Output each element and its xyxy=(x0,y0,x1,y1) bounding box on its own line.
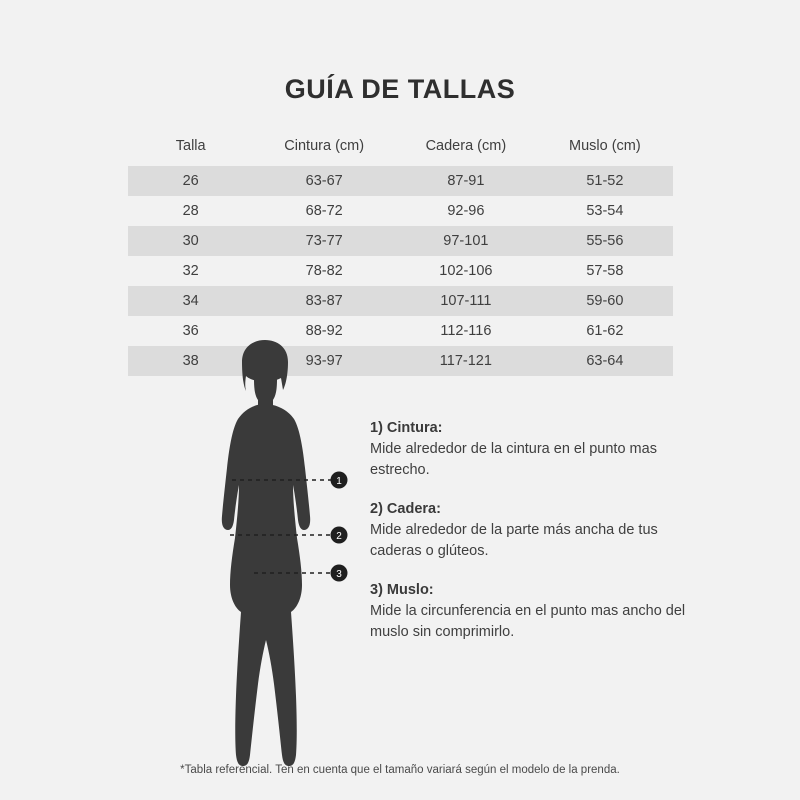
cell-cadera: 117-121 xyxy=(395,346,537,376)
note-muslo-title: 3) Muslo: xyxy=(370,582,434,599)
cell-cadera: 112-116 xyxy=(440,323,492,339)
marker-3 xyxy=(331,565,348,582)
table-row xyxy=(128,226,673,256)
cell-cintura: 63-67 xyxy=(253,166,395,196)
cell-cintura: 73-77 xyxy=(253,226,395,256)
note-cintura xyxy=(370,420,690,481)
cell-muslo: 51-52 xyxy=(537,166,673,196)
cell-muslo: 63-64 xyxy=(537,346,673,376)
cell-cadera: 92-96 xyxy=(447,203,485,219)
cell-cintura: 78-82 xyxy=(305,263,343,279)
cell-cintura: 68-72 xyxy=(305,203,343,219)
table-row xyxy=(128,256,673,286)
cell-talla: 34 xyxy=(128,286,253,316)
table-row xyxy=(128,196,673,226)
column-header-cadera: Cadera (cm) xyxy=(425,138,507,154)
cell-talla: 30 xyxy=(128,226,253,256)
table-header xyxy=(128,130,673,166)
table-header-row xyxy=(128,130,673,166)
note-cadera xyxy=(370,501,690,562)
measurement-notes xyxy=(370,420,690,663)
cell-cintura: 83-87 xyxy=(253,286,395,316)
table-row xyxy=(128,286,673,316)
note-cadera-title: 2) Cadera: xyxy=(370,501,441,518)
svg-text:2: 2 xyxy=(336,531,342,542)
cell-muslo: 53-54 xyxy=(586,203,624,219)
column-header-muslo: Muslo (cm) xyxy=(569,138,641,154)
note-cadera-text: Mide alrededor de la parte más ancha de tus caderas o glúteos. xyxy=(370,522,658,560)
cell-cadera: 97-101 xyxy=(395,226,537,256)
cell-cadera: 107-111 xyxy=(395,286,537,316)
cell-cintura: 88-92 xyxy=(305,323,343,339)
marker-1 xyxy=(331,472,348,489)
cell-muslo: 57-58 xyxy=(586,263,624,279)
note-muslo-text: Mide la circunferencia en el punto mas ancho del muslo sin comprimirlo. xyxy=(370,603,686,641)
page-title: GUÍA DE TALLAS xyxy=(284,74,516,104)
note-muslo xyxy=(370,582,690,643)
cell-muslo: 59-60 xyxy=(537,286,673,316)
cell-talla: 38 xyxy=(128,346,253,376)
table-row xyxy=(128,166,673,196)
cell-talla: 26 xyxy=(128,166,253,196)
cell-cintura: 93-97 xyxy=(253,346,395,376)
female-silhouette-icon xyxy=(150,340,380,770)
cell-muslo: 61-62 xyxy=(586,323,624,339)
note-cintura-text: Mide alrededor de la cintura en el punto mas estrecho. xyxy=(370,441,657,479)
cell-muslo: 55-56 xyxy=(537,226,673,256)
column-header-talla: Talla xyxy=(175,138,206,154)
cell-talla: 28 xyxy=(182,203,199,219)
cell-cadera: 87-91 xyxy=(395,166,537,196)
svg-text:3: 3 xyxy=(336,569,342,580)
cell-cadera: 102-106 xyxy=(439,263,493,279)
footnote: *Tabla referencial. Ten en cuenta que el tamaño variará según el modelo de la prenda. xyxy=(180,764,620,776)
marker-2 xyxy=(331,527,348,544)
note-cintura-title: 1) Cintura: xyxy=(370,420,443,436)
svg-text:1: 1 xyxy=(336,476,342,487)
cell-talla: 32 xyxy=(182,263,199,279)
column-header-cintura: Cintura (cm) xyxy=(284,138,365,154)
cell-talla: 36 xyxy=(182,323,199,339)
body-figure xyxy=(150,340,380,770)
